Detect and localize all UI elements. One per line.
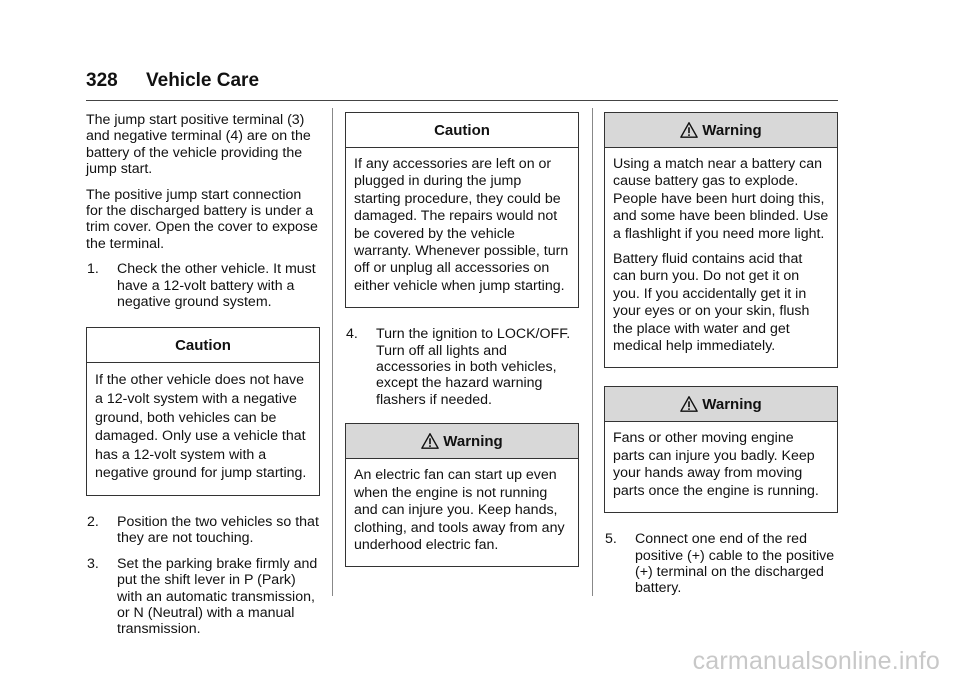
step-text: Set the parking brake firmly and put the shift lever in P (Park) with an automatic transmission, or N (Neutral) with a manual transmission. bbox=[117, 555, 318, 638]
warning-title: Warning bbox=[702, 121, 762, 139]
warning-triangle-icon bbox=[421, 432, 439, 450]
warning-text: Fans or other moving engine parts can injure you badly. Keep your hands away from moving parts once the engine is running. bbox=[613, 430, 819, 499]
step-text: Turn the ignition to LOCK/OFF. Turn off all lights and accessories in both vehicles, except the hazard warning flashers if needed. bbox=[376, 326, 571, 408]
warning-text: An electric fan can start up even when the engine is not running and can injure you. Keep hands, clothing, and tools away from any underhood electric fan. bbox=[354, 467, 565, 553]
caution-box bbox=[345, 112, 579, 308]
column-1 bbox=[86, 112, 320, 647]
caution-title: Caution bbox=[87, 328, 319, 363]
section-title: Vehicle Care bbox=[146, 70, 260, 91]
step-1 bbox=[86, 261, 320, 310]
step-number: 3. bbox=[87, 555, 99, 572]
warning-box bbox=[604, 386, 838, 513]
step-number: 4. bbox=[346, 326, 358, 343]
paragraph: The jump start positive terminal (3) and negative terminal (4) are on the battery of the vehicle providing the jump start. bbox=[86, 112, 311, 178]
caution-text: If any accessories are left on or plugged in during the jump starting procedure, they could be damaged. The repairs would not be covered by the vehicle warranty. Whenever possible, turn off or unplug all accessories on either vehicle when jump starting. bbox=[354, 156, 569, 294]
step-number: 5. bbox=[605, 531, 617, 548]
warning-title: Warning bbox=[443, 432, 503, 450]
step-text: Position the two vehicles so that they are not touching. bbox=[117, 514, 319, 547]
step-number: 1. bbox=[87, 261, 99, 278]
warning-header bbox=[605, 113, 837, 148]
step-text: Connect one end of the red positive (+) cable to the positive (+) terminal on the discharged battery. bbox=[635, 531, 835, 597]
warning-text: Using a match near a battery can cause battery gas to explode. People have been hurt doing this, and some have been blinded. Use a flashlight if you need more light. bbox=[613, 156, 829, 242]
caution-title: Caution bbox=[346, 113, 578, 148]
warning-box bbox=[604, 112, 838, 368]
step-2 bbox=[86, 514, 320, 547]
page-header bbox=[86, 70, 838, 101]
step-text: Check the other vehicle. It must have a 12-volt battery with a negative ground system. bbox=[117, 261, 316, 311]
column-divider bbox=[592, 108, 593, 596]
paragraph: The positive jump start connection for the discharged battery is under a trim cover. Open the cover to expose the terminal. bbox=[86, 186, 318, 252]
warning-header bbox=[346, 424, 578, 459]
step-5 bbox=[604, 531, 838, 597]
step-3 bbox=[86, 556, 320, 638]
watermark: carmanualsonline.info bbox=[692, 647, 940, 675]
page-number: 328 bbox=[86, 70, 118, 91]
step-4 bbox=[345, 326, 579, 408]
warning-title: Warning bbox=[702, 395, 762, 413]
step-number: 2. bbox=[87, 514, 99, 531]
column-divider bbox=[332, 108, 333, 596]
warning-triangle-icon bbox=[680, 395, 698, 413]
caution-text: If the other vehicle does not have a 12-volt system with a negative ground, both vehicles can be damaged. Only use a vehicle that has a 12-volt system with a negative ground for jump starting. bbox=[95, 372, 307, 482]
warning-box bbox=[345, 423, 579, 567]
column-3 bbox=[604, 112, 838, 606]
column-2 bbox=[345, 112, 579, 585]
warning-text: Battery fluid contains acid that can burn you. Do not get it on you. If you accidentally get it in your eyes or on your skin, flush the place with water and get medical help immediately. bbox=[613, 251, 810, 355]
warning-header bbox=[605, 387, 837, 422]
warning-triangle-icon bbox=[680, 121, 698, 139]
caution-box bbox=[86, 327, 320, 496]
